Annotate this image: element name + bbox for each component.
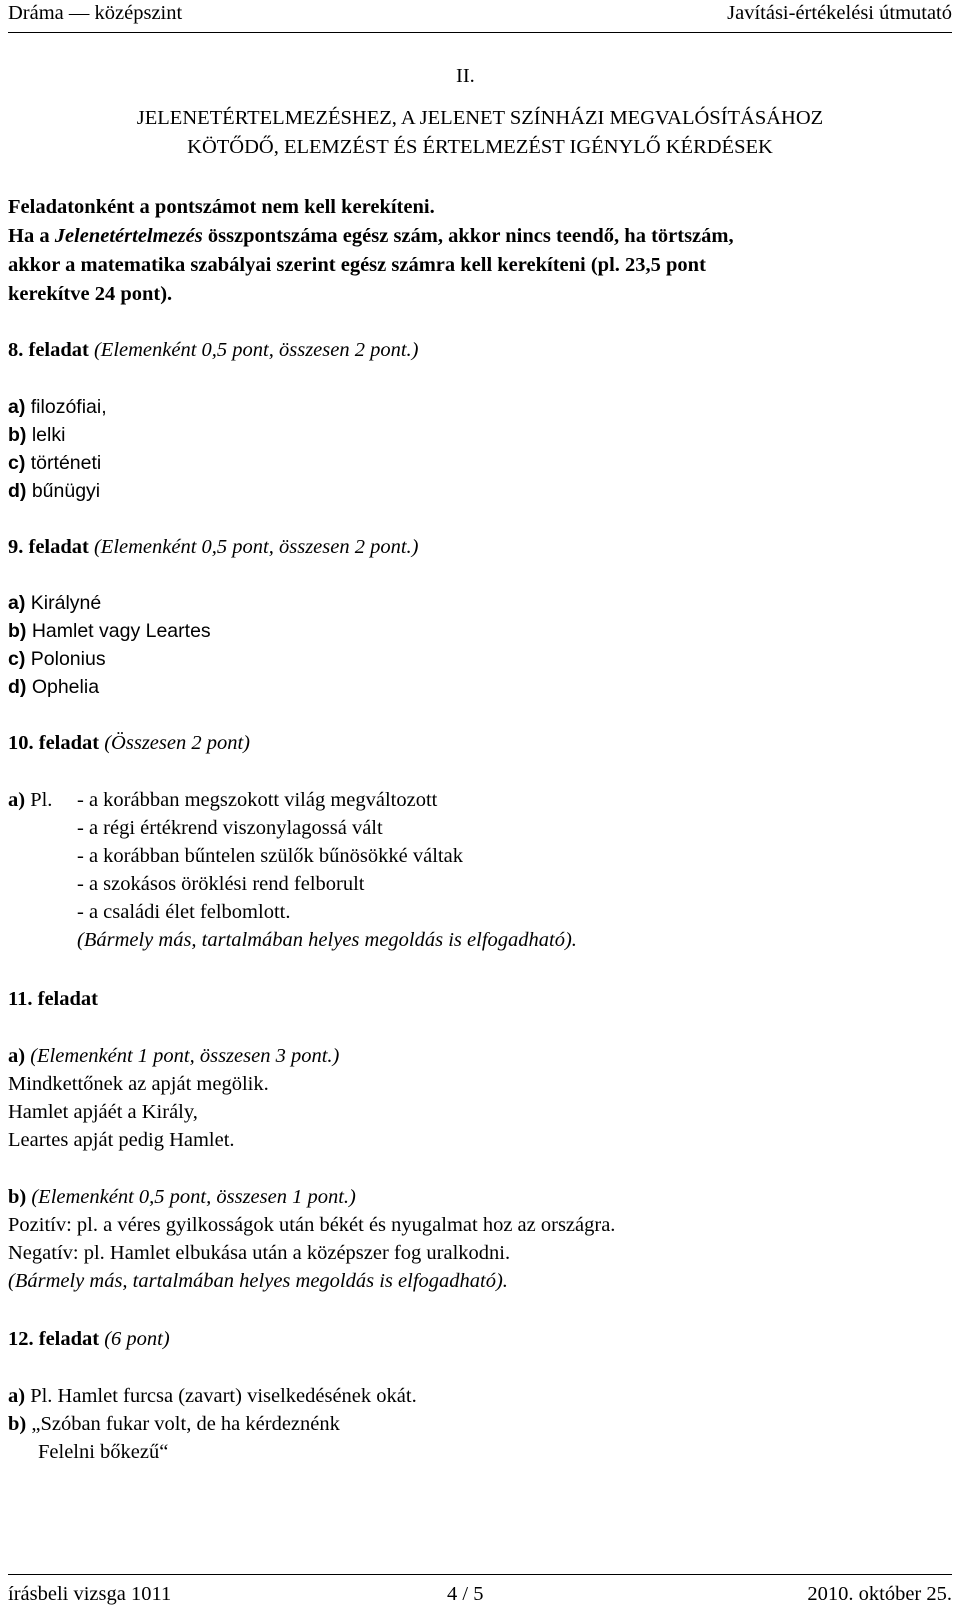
task12-title: 12. feladat — [8, 1328, 100, 1350]
list-item: - a szokásos öröklési rend felborult — [77, 873, 365, 895]
task8-title: 8. feladat — [8, 339, 89, 361]
task10-label: a) Pl. — [8, 789, 53, 811]
list-item: - a régi értékrend viszonylagossá vált — [77, 817, 383, 839]
intro-line2-a: Ha a — [8, 225, 55, 247]
page-number: 4 / 5 — [447, 1583, 484, 1605]
task11-a-note: (Elemenként 1 pont, összesen 3 pont.) — [30, 1045, 340, 1067]
list-item: d) Ophelia — [8, 676, 100, 698]
task10-title: 10. feladat — [8, 732, 100, 754]
task11-b-label: b) — [8, 1186, 27, 1208]
task11-a-label: a) — [8, 1045, 26, 1067]
task10-remark: (Bármely más, tartalmában helyes megoldás is elfogadható). — [77, 929, 577, 951]
header-left: Dráma — középszint — [8, 2, 183, 24]
task12-b-line2: Felelni bőkezű“ — [38, 1441, 169, 1463]
list-item: - a korábban megszokott világ megváltozott — [77, 789, 438, 811]
intro-line2-em: Jelenetértelmezés — [54, 225, 203, 247]
task11-b-note: (Elemenként 0,5 pont, összesen 1 pont.) — [31, 1186, 356, 1208]
page-footer — [8, 1574, 952, 1607]
page-header — [8, 2, 952, 33]
list-item: b) lelki — [8, 424, 66, 446]
list-item: Pozitív: pl. a véres gyilkosságok után békét és nyugalmat hoz az országra. — [8, 1214, 616, 1236]
task9-note: (Elemenként 0,5 pont, összesen 2 pont.) — [93, 536, 419, 558]
list-item: b) Hamlet vagy Leartes — [8, 620, 211, 642]
list-item: - a családi élet felbomlott. — [77, 901, 291, 923]
list-item: a) Királyné — [8, 592, 102, 614]
list-item: c) Polonius — [8, 648, 106, 670]
section-title-line2: KÖTŐDŐ, ELEMZÉST ÉS ÉRTELMEZÉST IGÉNYLŐ KÉRDÉSEK — [187, 136, 773, 158]
footer-date: 2010. október 25. — [807, 1583, 952, 1605]
list-item: Mindkettőnek az apját megölik. — [8, 1073, 269, 1095]
intro-line4: kerekítve 24 pont). — [8, 283, 173, 305]
list-item: Hamlet apjáét a Király, — [8, 1101, 198, 1123]
list-item: c) történeti — [8, 452, 102, 474]
task11-title: 11. feladat — [8, 988, 98, 1010]
task12-note: (6 pont) — [104, 1328, 170, 1350]
list-item: a) filozófiai, — [8, 396, 107, 418]
intro-line3: akkor a matematika szabályai szerint egész számra kell kerekíteni (pl. 23,5 pont — [8, 254, 706, 276]
task12-b-line1: b) „Szóban fukar volt, de ha kérdeznénk — [8, 1413, 340, 1435]
footer-left: írásbeli vizsga 1011 — [8, 1583, 172, 1605]
task11-remark: (Bármely más, tartalmában helyes megoldás is elfogadható). — [8, 1270, 508, 1292]
task9-title: 9. feladat — [8, 536, 89, 558]
list-item: Negatív: pl. Hamlet elbukása után a középszer fog uralkodni. — [8, 1242, 511, 1264]
section-title-line1: JELENETÉRTELMEZÉSHEZ, A JELENET SZÍNHÁZI MEGVALÓSÍTÁSÁHOZ — [136, 107, 824, 129]
list-item: d) bűnügyi — [8, 480, 101, 502]
intro-line1: Feladatonként a pontszámot nem kell kerekíteni. — [8, 196, 435, 218]
list-item: - a korábban bűntelen szülők bűnösökké váltak — [77, 845, 463, 867]
section-number: II. — [456, 65, 475, 87]
task8-note: (Elemenként 0,5 pont, összesen 2 pont.) — [93, 339, 419, 361]
task12-a: a) Pl. Hamlet furcsa (zavart) viselkedésének okát. — [8, 1385, 417, 1407]
header-right: Javítási-értékelési útmutató — [727, 2, 952, 24]
list-item: Leartes apját pedig Hamlet. — [8, 1129, 235, 1151]
task10-note: (Összesen 2 pont) — [104, 732, 250, 754]
intro-line2-b: összpontszáma egész szám, akkor nincs teendő, ha törtszám, — [202, 225, 734, 247]
